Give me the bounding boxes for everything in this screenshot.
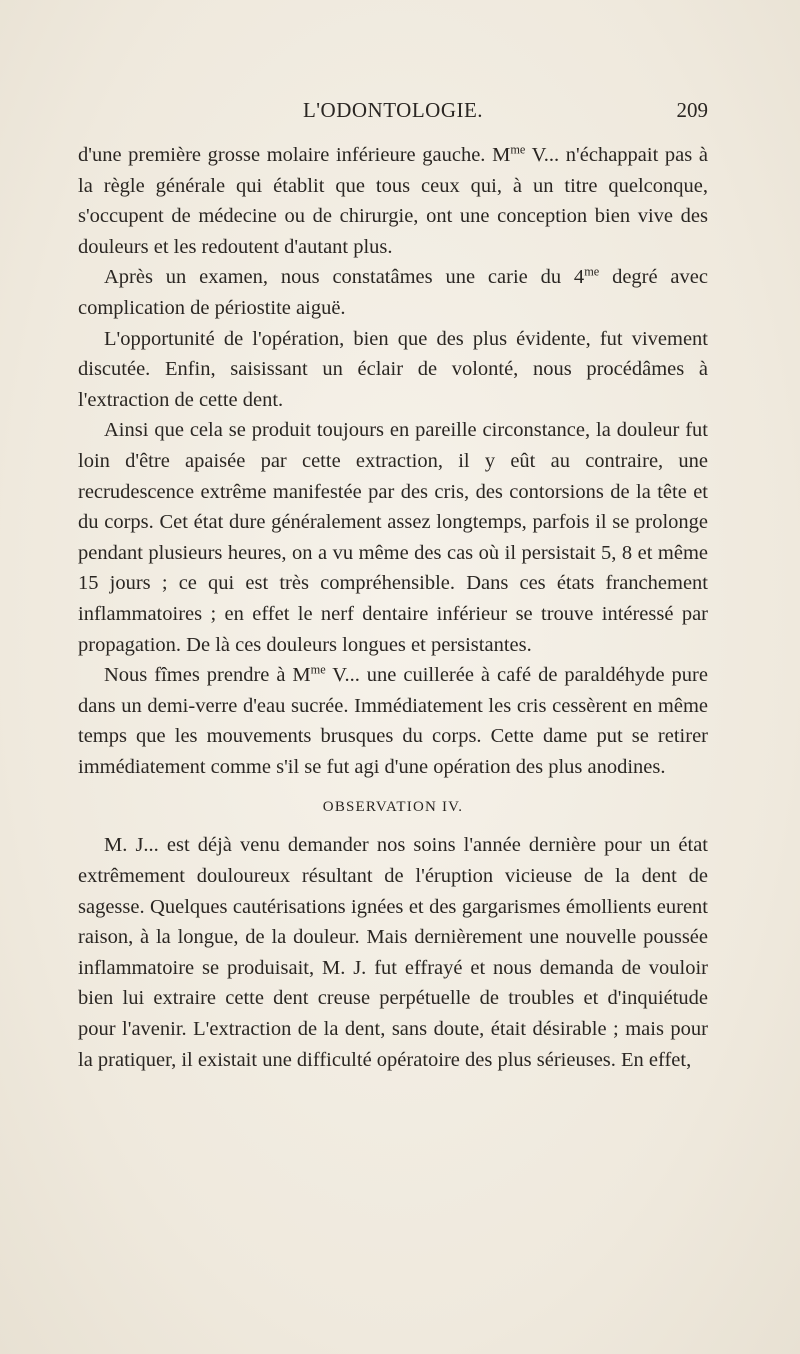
paragraph-4: Ainsi que cela se produit toujours en pareille circonstance, la douleur fut loin d'être apaisée par cette extraction, il y eût au contraire, une recrudescence extrême manifestée par des cris, des contorsions de la tête et du corps. Cet état dure généralement assez longtemps, parfois il se prolonge pendant plusieurs heures, on a vu même des cas où il persistait 5, 8 et même 15 jours ; ce qui est très compréhensible. Dans ces états franchement inflammatoires ; en effet le nerf dentaire inférieur se trouve intéressé par propagation. De là ces douleurs longues et persistantes.: [78, 419, 708, 656]
superscript-me: me: [310, 662, 326, 677]
paragraph-1: d'une première grosse molaire inférieure gauche. $M^{me}$ V... n'échappait pas à la règle générale qui établit que tous ceux qui, à un titre quelconque, s'occupent de médecine ou de chirurgie, ont une conception bien vive des douleurs et les redoutent d'autant plus.: [78, 142, 708, 258]
page-number: 209: [676, 98, 708, 122]
paragraph-3: L'opportunité de l'opération, bien que des plus évidente, fut vivement discutée. Enfin, saisissant un éclair de volonté, nous procédâmes à l'extraction de cette dent.: [78, 327, 708, 411]
paragraph-2: Après un examen, nous constatâmes une carie du $4^{me}$ degré avec complication de périostite aiguë.: [78, 265, 708, 319]
section-heading: OBSERVATION IV.: [322, 799, 464, 816]
superscript-me: me: [510, 142, 526, 157]
observation-paragraph: M. J... est déjà venu demander nos soins l'année dernière pour un état extrêmement douloureux résultant de l'éruption vicieuse de la dent de sagesse. Quelques cautérisations ignées et des gargarismes émollients eurent raison, à la longue, de la douleur. Mais dernièrement une nouvelle poussée inflammatoire se produisait, M. J. fut effrayé et nous demanda de vouloir bien lui extraire cette dent creuse perpétuelle de troubles et d'inquiétude pour l'avenir. L'extraction de la dent, sans doute, était désirable ; mais pour la pratiquer, il existait une difficulté opératoire des plus sérieuses. En effet,: [78, 834, 708, 1071]
body-text: [78, 140, 708, 1075]
page-header: [78, 98, 708, 128]
paragraph-5: Nous fîmes prendre à $M^{me}$ V... une cuillerée à café de paraldéhyde pure dans un demi-verre d'eau sucrée. Immédiatement les cris cessèrent en même temps que les mouvements brusques du corps. Cette dame put se retirer immédiatement comme s'il se fut agi d'une opération des plus anodines.: [78, 662, 708, 778]
running-title: L'ODONTOLOGIE.: [302, 98, 484, 122]
superscript-me: me: [584, 265, 600, 279]
